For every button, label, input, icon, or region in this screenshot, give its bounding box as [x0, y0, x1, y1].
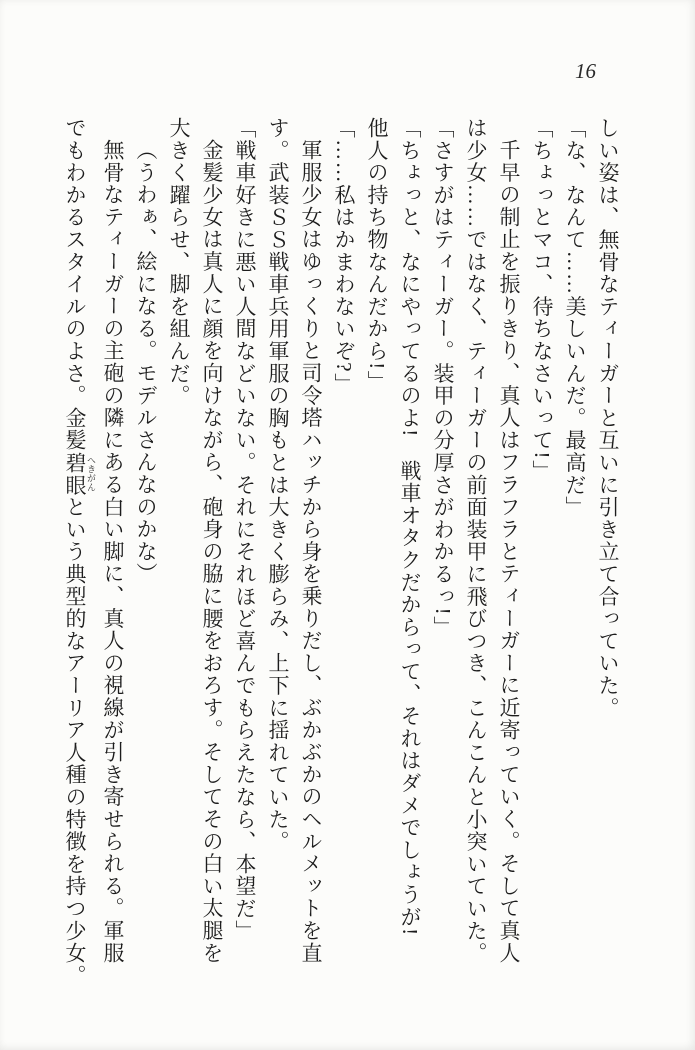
- text-line: 「さすがはティーガー。装甲の分厚さがわかるっ!」: [431, 117, 455, 639]
- text-line: （うわぁ、絵になる。モデルさんなのかな）: [134, 139, 158, 585]
- text-line: 大きく躍らせ、脚を組んだ。: [167, 117, 191, 407]
- text-line: 「……私はかまわないぞ?」: [332, 117, 356, 396]
- text-line: 「ちょっと、なにやってるのよ! 戦車オタクだからって、それはダメでしょうが!: [398, 117, 422, 937]
- text-line: 「戦車好きに悪い人間などいない。それにそれほど喜んでもらえたなら、本望だ」: [233, 117, 257, 943]
- text-line: 「な、なんて……美しいんだ。最高だ」: [563, 117, 587, 519]
- text-line: 他人の持ち物なんだから!」: [365, 117, 389, 393]
- text-line: 「ちょっとマコ、待ちなさいって!」: [530, 117, 554, 483]
- text-line: でもわかるスタイルのよさ。金髪碧眼 へきがんという典型的なアーリア人種の特徴を持つ少女。: [63, 117, 96, 987]
- page-number: 16: [575, 59, 596, 83]
- text-line: 無骨なティーガーの主砲の隣にある白い脚に、真人の視線が引き寄せられる。軍服: [101, 139, 125, 965]
- text-line: す。武装ＳＳ戦車兵用軍服の胸もとは大きく膨らみ、上下に揺れていた。: [266, 117, 290, 853]
- text-line: しい姿は、無骨なティーガーと互いに引き立て合っていた。: [596, 117, 620, 720]
- furigana-ruby: 碧眼 へきがん: [63, 451, 96, 497]
- text-line: 軍服少女はゆっくりと司令塔ハッチから身を乗りだし、ぶかぶかのヘルメットを直: [299, 139, 323, 965]
- text-line: 金髪少女は真人に顔を向けながら、砲身の脇に腰をおろす。そしてその白い太腿を: [200, 139, 224, 965]
- body-text: [58, 117, 624, 1014]
- text-line: 千早の制止を振りきり、真人はフラフラとティーガーに近寄っていく。そして真人: [497, 139, 521, 965]
- text-line: は少女……ではなく、ティーガーの前面装甲に飛びつき、こんこんと小突いていた。: [464, 117, 488, 965]
